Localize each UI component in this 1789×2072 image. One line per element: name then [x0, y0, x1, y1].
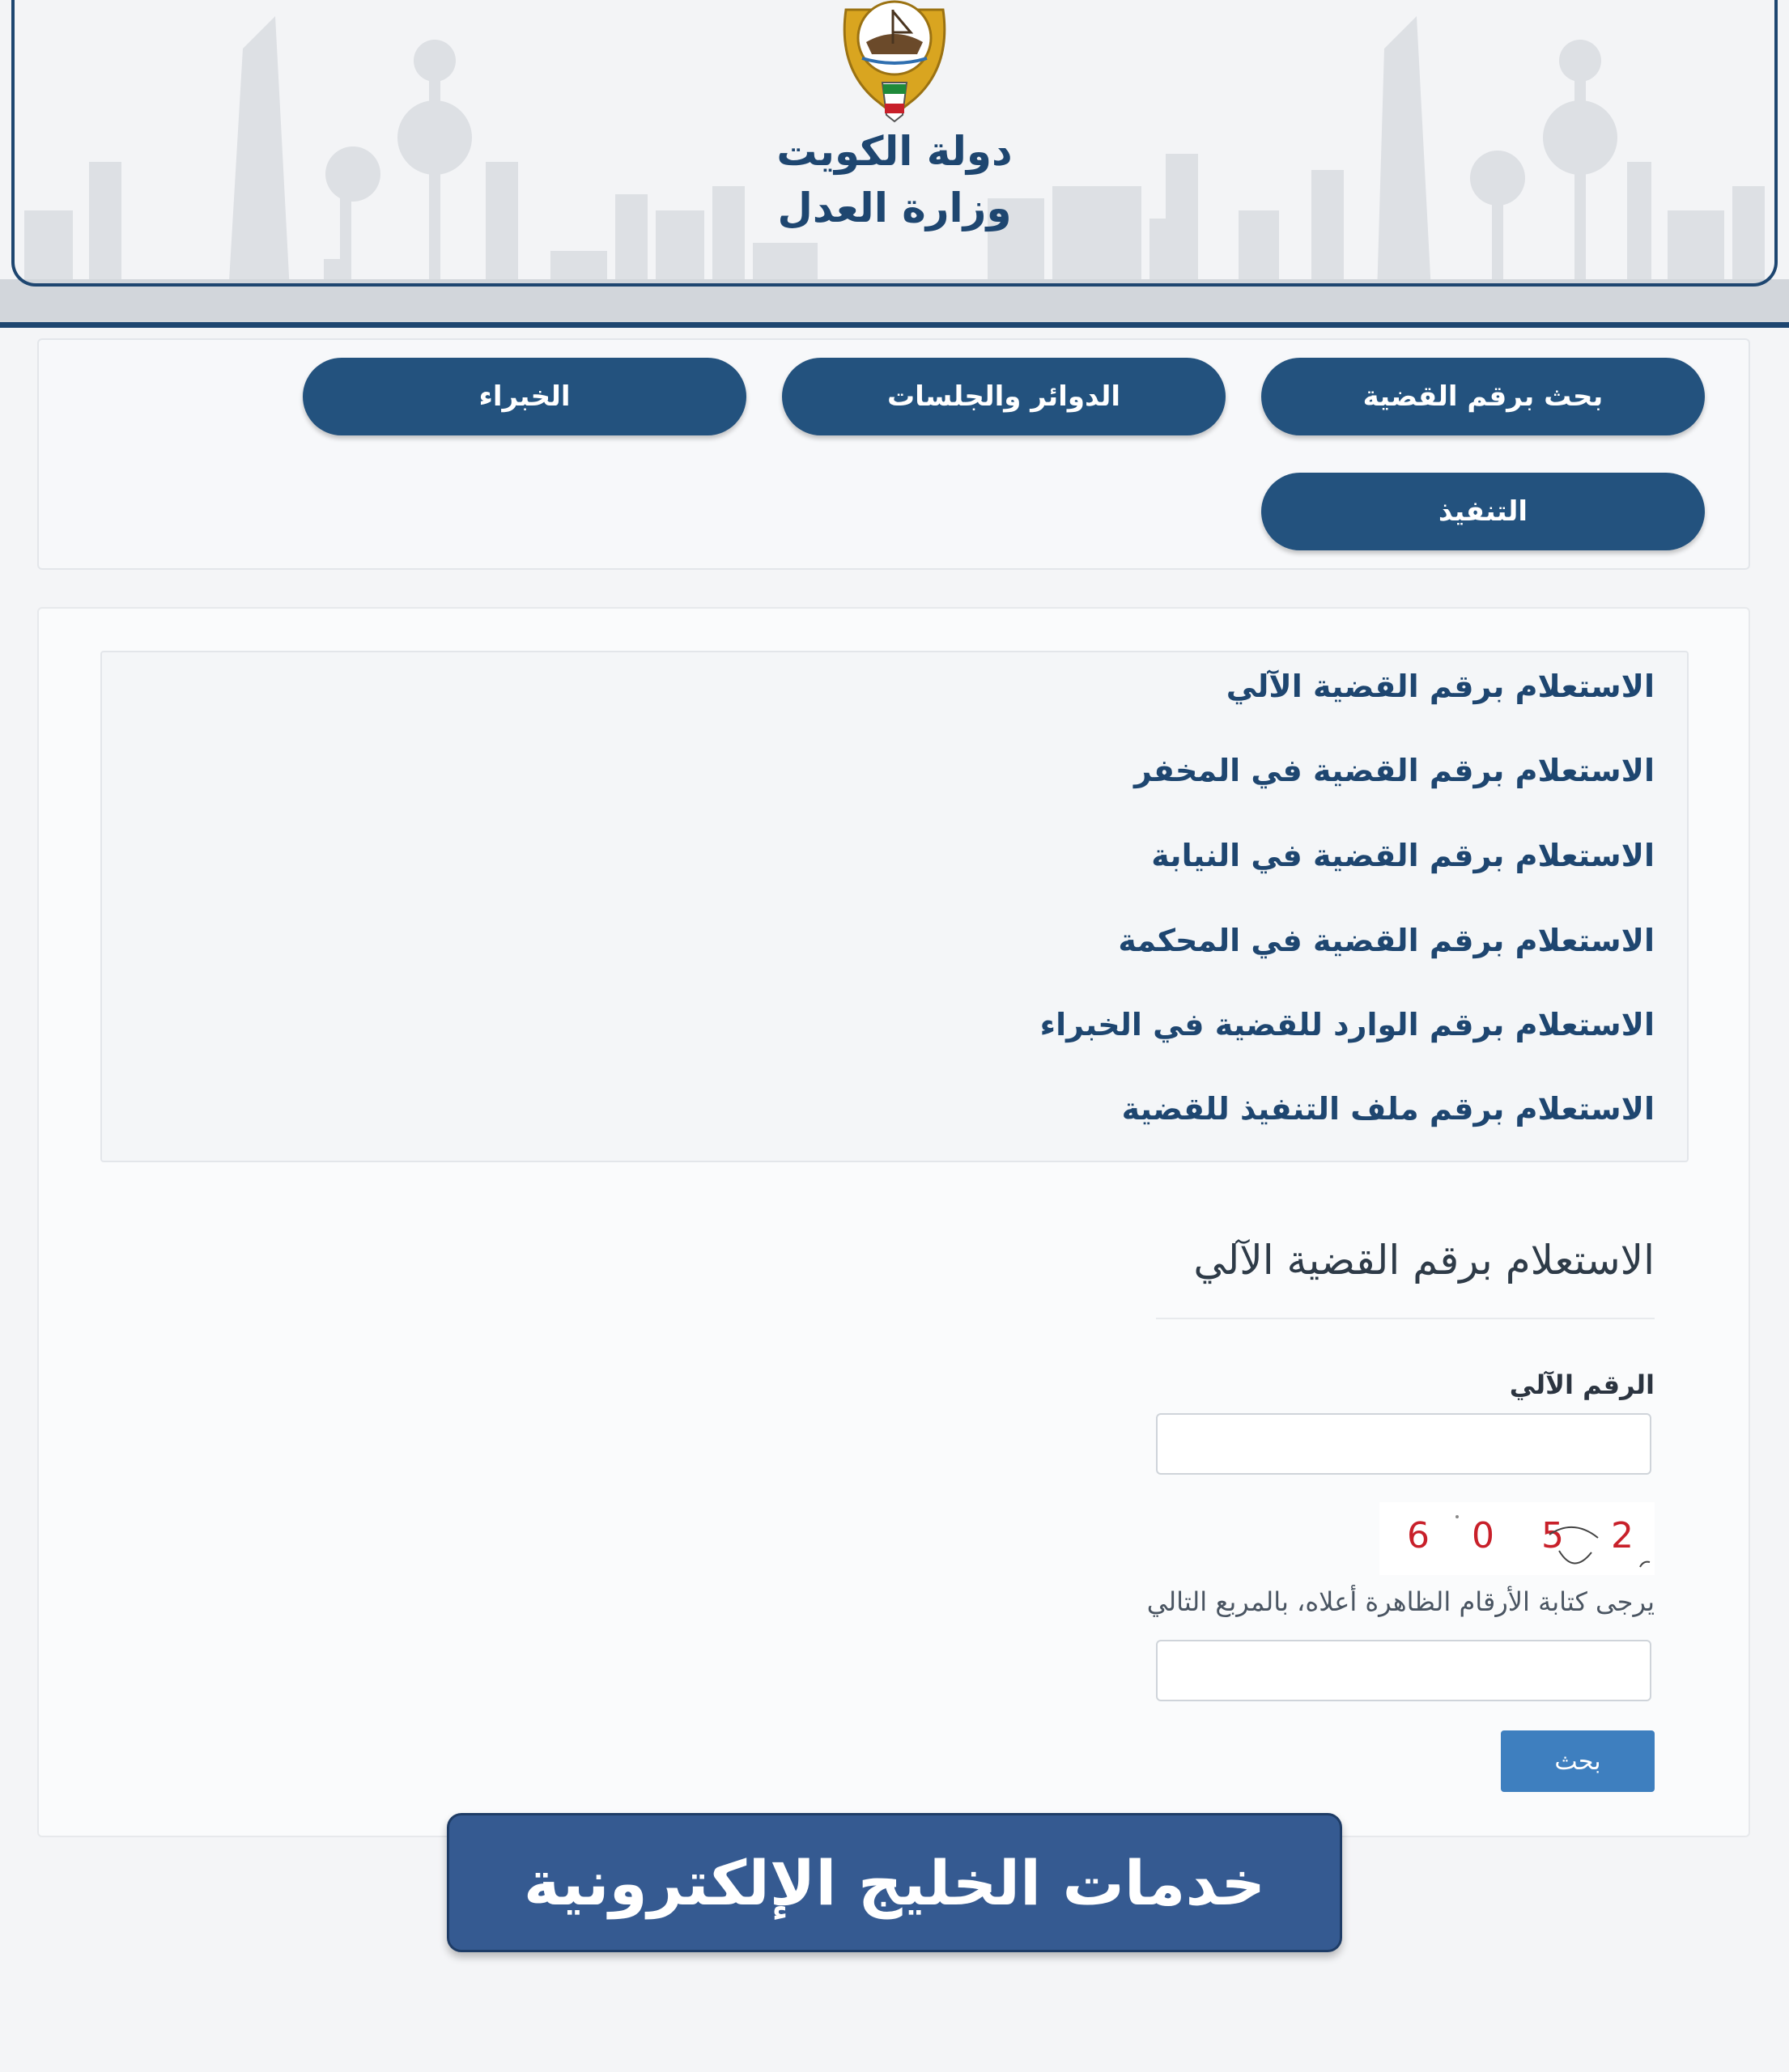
search-submit-button[interactable]: بحث [1501, 1730, 1655, 1792]
captcha-input[interactable] [1156, 1640, 1651, 1701]
inquiry-link-experts[interactable]: الاستعلام برقم الوارد للقضية في الخبراء [1039, 1007, 1655, 1042]
automatic-number-input[interactable] [1156, 1413, 1651, 1475]
inquiry-link-court[interactable]: الاستعلام برقم القضية في المحكمة [1118, 923, 1655, 958]
automatic-number-label: الرقم الآلي [1509, 1369, 1655, 1400]
captcha-digit-4: 2 [1611, 1515, 1634, 1556]
execution-button[interactable]: التنفيذ [1261, 473, 1705, 550]
kuwait-emblem-icon [830, 0, 959, 131]
inquiry-form [1146, 0, 1655, 2072]
captcha-hint: يرجى كتابة الأرقام الظاهرة أعلاه، بالمربع التالي [1146, 1586, 1655, 1617]
form-divider [1156, 1318, 1655, 1319]
gulf-services-banner: خدمات الخليج الإلكترونية [447, 1813, 1342, 1952]
captcha-digit-1: 6 [1407, 1515, 1430, 1556]
country-title: دولة الكويت [776, 128, 1013, 175]
captcha-digit-2: 0 [1472, 1515, 1494, 1556]
captcha-digit-3: 5 [1541, 1515, 1564, 1556]
circuits-sessions-button[interactable]: الدوائر والجلسات [782, 358, 1226, 435]
inquiry-link-prosecution[interactable]: الاستعلام برقم القضية في النيابة [1151, 838, 1655, 873]
inquiry-link-execution-file[interactable]: الاستعلام برقم ملف التنفيذ للقضية [1121, 1091, 1655, 1127]
ministry-title: وزارة العدل [777, 185, 1012, 231]
form-title: الاستعلام برقم القضية الآلي [1193, 1237, 1655, 1284]
inquiry-link-automatic[interactable]: الاستعلام برقم القضية الآلي [1226, 669, 1655, 704]
inquiry-link-police-station[interactable]: الاستعلام برقم القضية في المخفر [1134, 753, 1655, 788]
case-number-search-button[interactable]: بحث برقم القضية [1261, 358, 1705, 435]
experts-button[interactable]: الخبراء [303, 358, 746, 435]
captcha-image [1379, 1502, 1655, 1575]
